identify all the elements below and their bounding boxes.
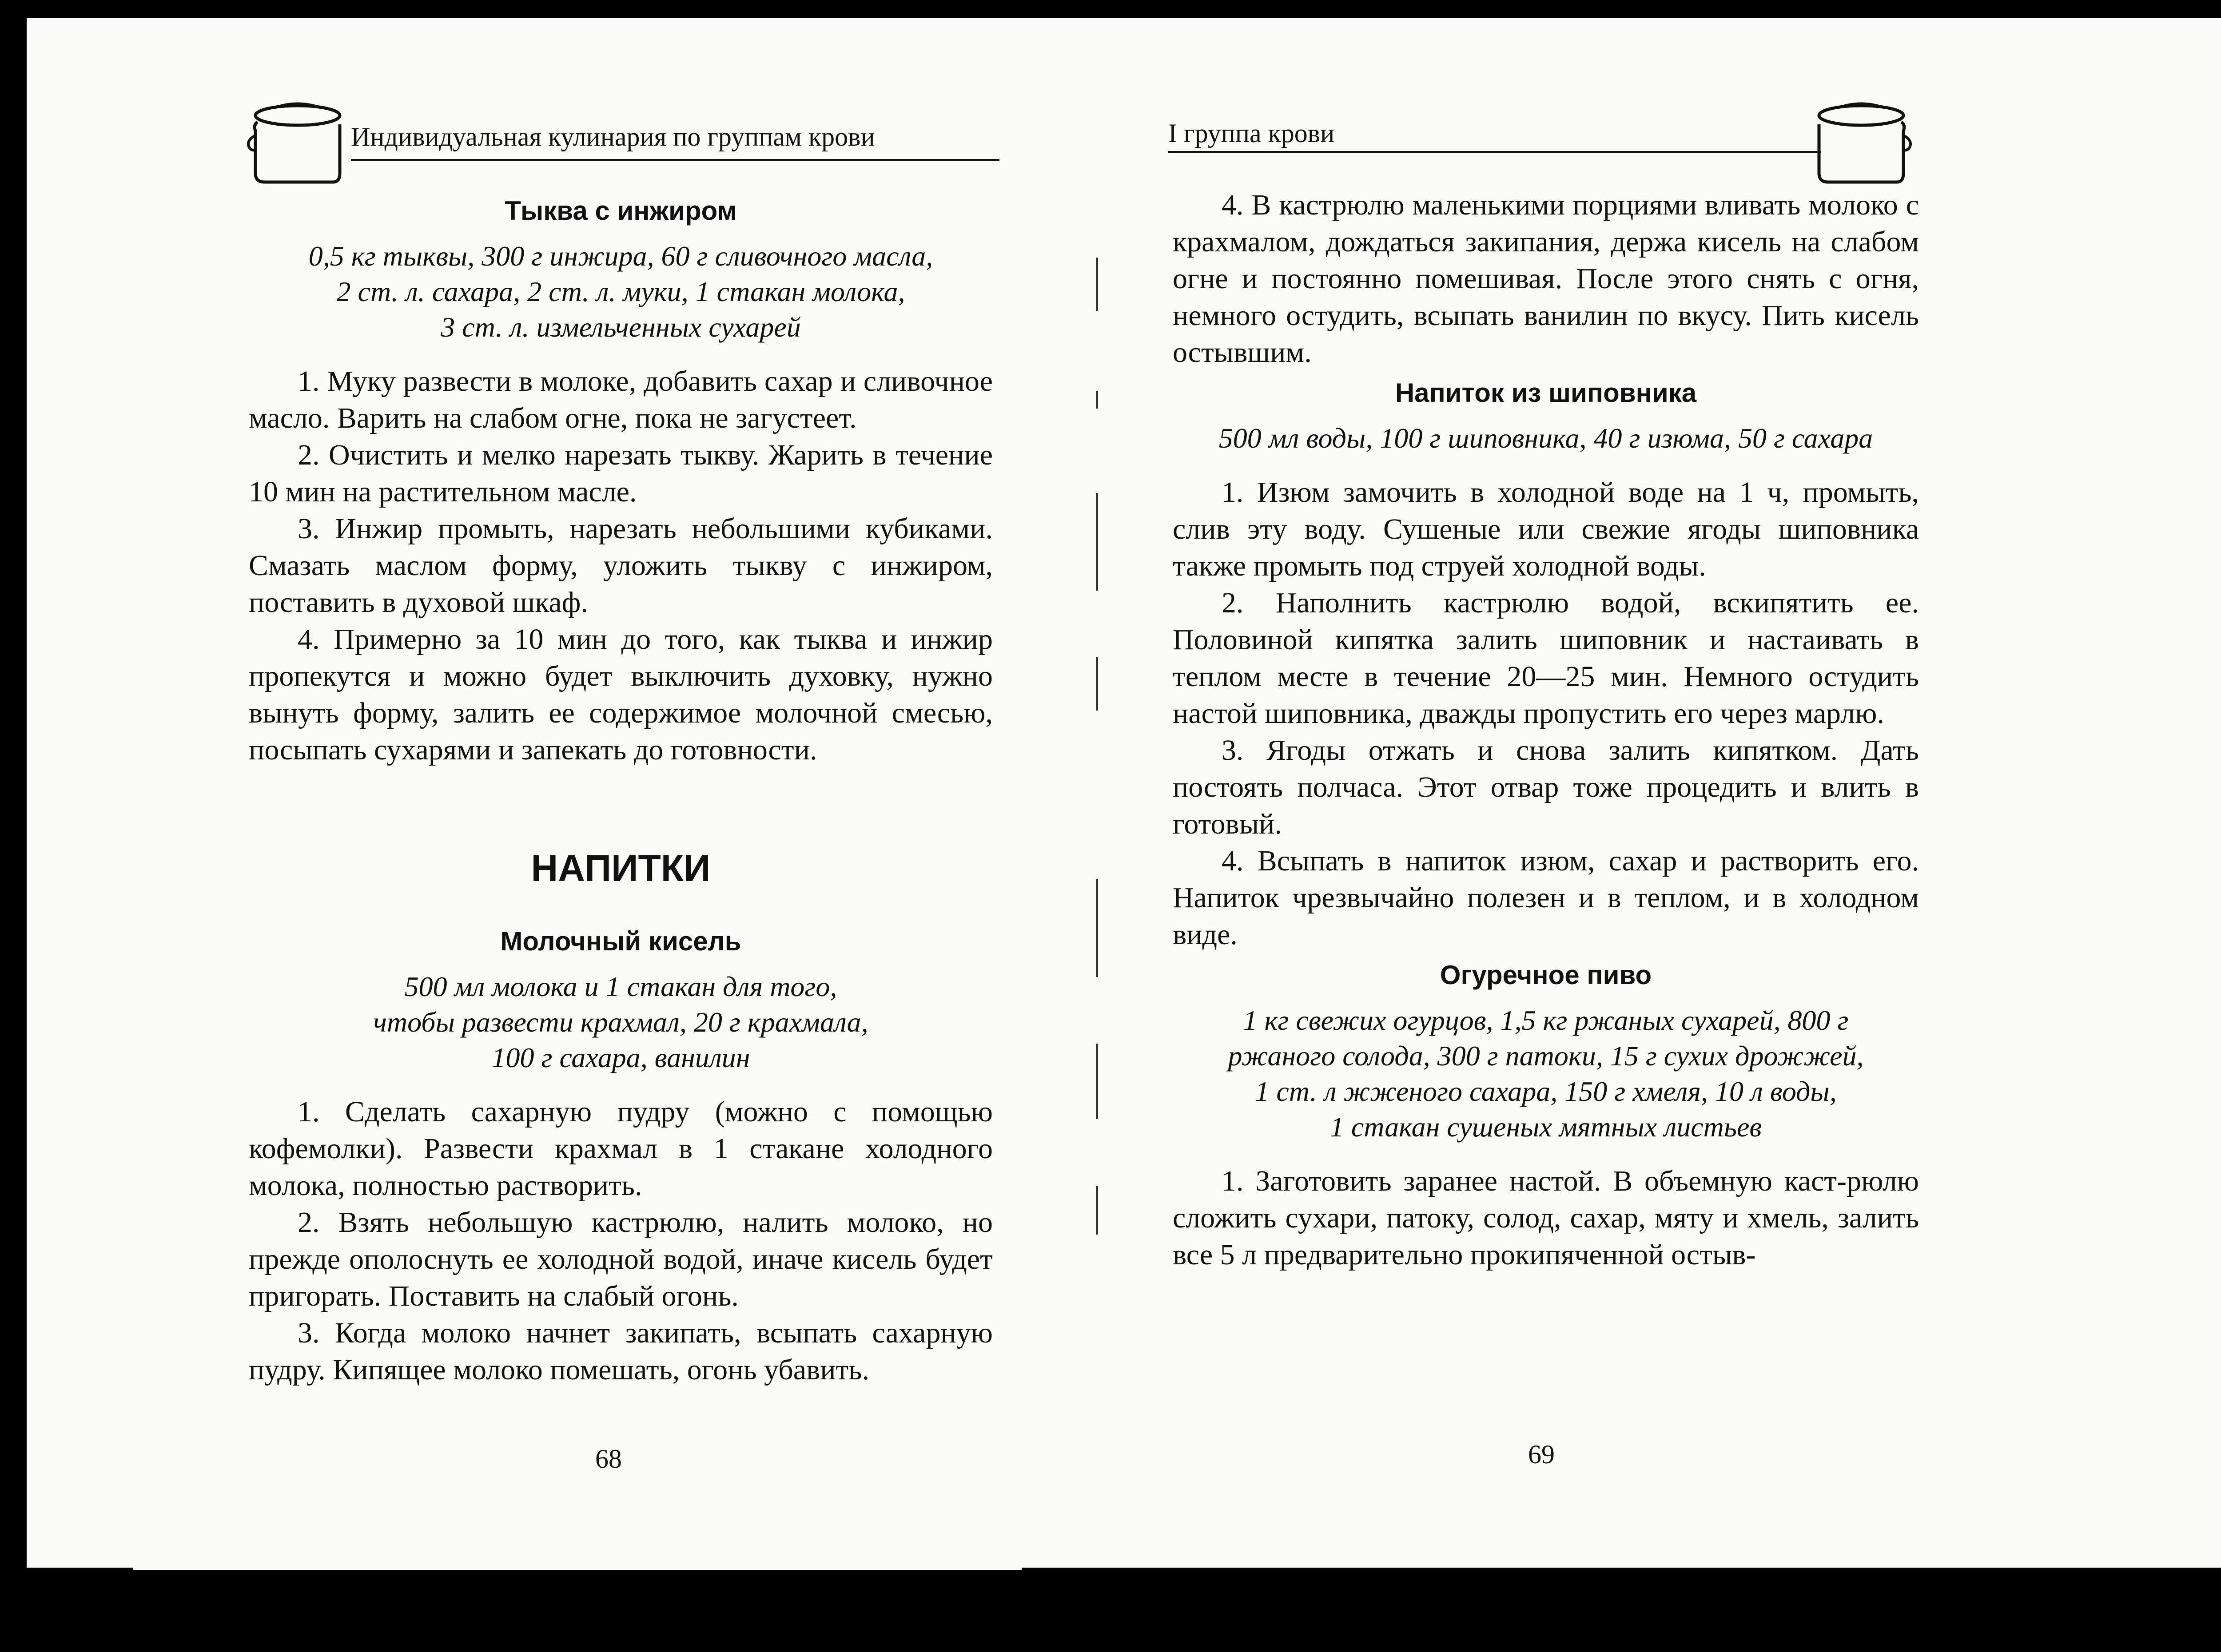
steps xyxy=(1173,474,1919,953)
step: 2. Очистить и мелко нарезать тыкву. Жарить в течение 10 мин на растительном масле. xyxy=(249,439,993,508)
recipe-title: Тыква с инжиром xyxy=(505,196,737,226)
step: 3. Ягоды отжать и снова залить кипятком. Дать постоять полчаса. Этот отвар тоже процедить и влить в готовый. xyxy=(1173,734,1919,840)
steps-continued xyxy=(1173,187,1919,371)
pot-icon xyxy=(1812,98,1915,187)
scan-border-top xyxy=(0,0,2221,18)
recipe-title: Напиток из шиповника xyxy=(1395,378,1697,408)
ingredient-line: 100 г сахара, ванилин xyxy=(491,1042,750,1073)
step: 1. Заготовить заранее настой. В объемную каст-рюлю сложить сухари, патоку, солод, сахар, мяту и хмель, залить все 5 л предварительно прокипяченной остыв- xyxy=(1173,1165,1919,1271)
ingredient-line: 0,5 кг тыквы, 300 г инжира, 60 г сливочного масла, xyxy=(308,240,933,272)
ingredient-line: 1 стакан сушеных мятных листьев xyxy=(1329,1111,1762,1143)
steps xyxy=(1173,1163,1919,1273)
page-bottom-edge xyxy=(133,1563,1022,1581)
ingredient-line: чтобы развести крахмал, 20 г крахмала, xyxy=(373,1006,868,1038)
left-content xyxy=(249,189,993,1388)
ingredient-line: 2 ст. л. сахара, 2 ст. л. муки, 1 стакан молока, xyxy=(336,276,905,307)
running-head: I группа крови xyxy=(1168,119,1335,148)
recipe-title: Молочный кисель xyxy=(500,926,741,956)
right-page xyxy=(1164,18,1963,1563)
ingredient-line: 500 мл воды, 100 г шиповника, 40 г изюма, 50 г сахара xyxy=(1218,422,1873,454)
steps xyxy=(249,363,993,768)
page-number: 68 xyxy=(595,1444,622,1473)
book-spread xyxy=(27,18,2221,1599)
step: 2. Наполнить кастрюлю водой, вскипятить ее. Половиной кипятка залить шиповник и настаивать в теплом месте в течение 20—25 мин. Немного остудить настой шиповника, дважды пропустить его через марлю. xyxy=(1173,587,1919,730)
ingredient-line: 1 кг свежих огурцов, 1,5 кг ржаных сухарей, 800 г xyxy=(1243,1005,1849,1036)
step: 3. Когда молоко начнет закипать, всыпать сахарную пудру. Кипящее молоко помешать, огонь убавить. xyxy=(249,1317,993,1386)
ingredient-line: 3 ст. л. измельченных сухарей xyxy=(441,311,801,343)
ingredients xyxy=(249,238,993,345)
step: 1. Муку развести в молоке, добавить сахар и сливочное масло. Варить на слабом огне, пока не загустеет. xyxy=(249,365,993,434)
ingredient-line: ржаного солода, 300 г патоки, 15 г сухих дрожжей, xyxy=(1228,1040,1864,1072)
step: 1. Сделать сахарную пудру (можно с помощью кофемолки). Развести крахмал в 1 стакане холодного молока, полностью растворить. xyxy=(249,1096,993,1202)
running-head: Индивидуальная кулинария по группам крови xyxy=(351,122,875,151)
gutter xyxy=(1093,187,1103,1252)
left-page xyxy=(204,18,995,1563)
recipe-title: Огуречное пиво xyxy=(1440,960,1652,990)
step: 4. Примерно за 10 мин до того, как тыква и инжир пропекутся и можно будет выключить духовку, нужно вынуть форму, залить ее содержимое молочной смесью, посыпать сухарями и запекать до готовности. xyxy=(249,623,993,766)
ingredients xyxy=(1173,421,1919,456)
steps xyxy=(249,1093,993,1388)
header-rule xyxy=(351,159,999,161)
section-title: НАПИТКИ xyxy=(531,847,711,889)
step: 4. В кастрюлю маленькими порциями вливать молоко с крахмалом, дождаться закипания, держа кисель на слабом огне и постоянно помешивая. После этого снять с огня, немного остудить, всыпать ванилин по вкусу. Пить кисель остывшим. xyxy=(1173,189,1919,369)
step: 3. Инжир промыть, нарезать небольшими кубиками. Смазать маслом форму, уложить тыкву с инжиром, поставить в духовой шкаф. xyxy=(249,512,993,619)
ingredients xyxy=(1173,1003,1919,1145)
step: 2. Взять небольшую кастрюлю, налить молоко, но прежде ополоснуть ее холодной водой, иначе кисель будет пригорать. Поставить на слабый огонь. xyxy=(249,1206,993,1312)
page-number: 69 xyxy=(1528,1440,1555,1469)
step: 4. Всыпать в напиток изюм, сахар и растворить его. Напиток чрезвычайно полезен и в теплом, и в холодном виде. xyxy=(1173,845,1919,951)
pot-icon xyxy=(244,98,346,187)
ingredient-line: 500 мл молока и 1 стакан для того, xyxy=(404,971,837,1002)
ingredient-line: 1 ст. л жженого сахара, 150 г хмеля, 10 л воды, xyxy=(1255,1076,1837,1107)
header-rule xyxy=(1168,151,1821,153)
step: 1. Изюм замочить в холодной воде на 1 ч, промыть, слив эту воду. Сушеные или свежие ягоды шиповника также промыть под струей холодной воды. xyxy=(1173,476,1919,582)
right-content xyxy=(1173,187,1919,1273)
ingredients xyxy=(249,969,993,1076)
